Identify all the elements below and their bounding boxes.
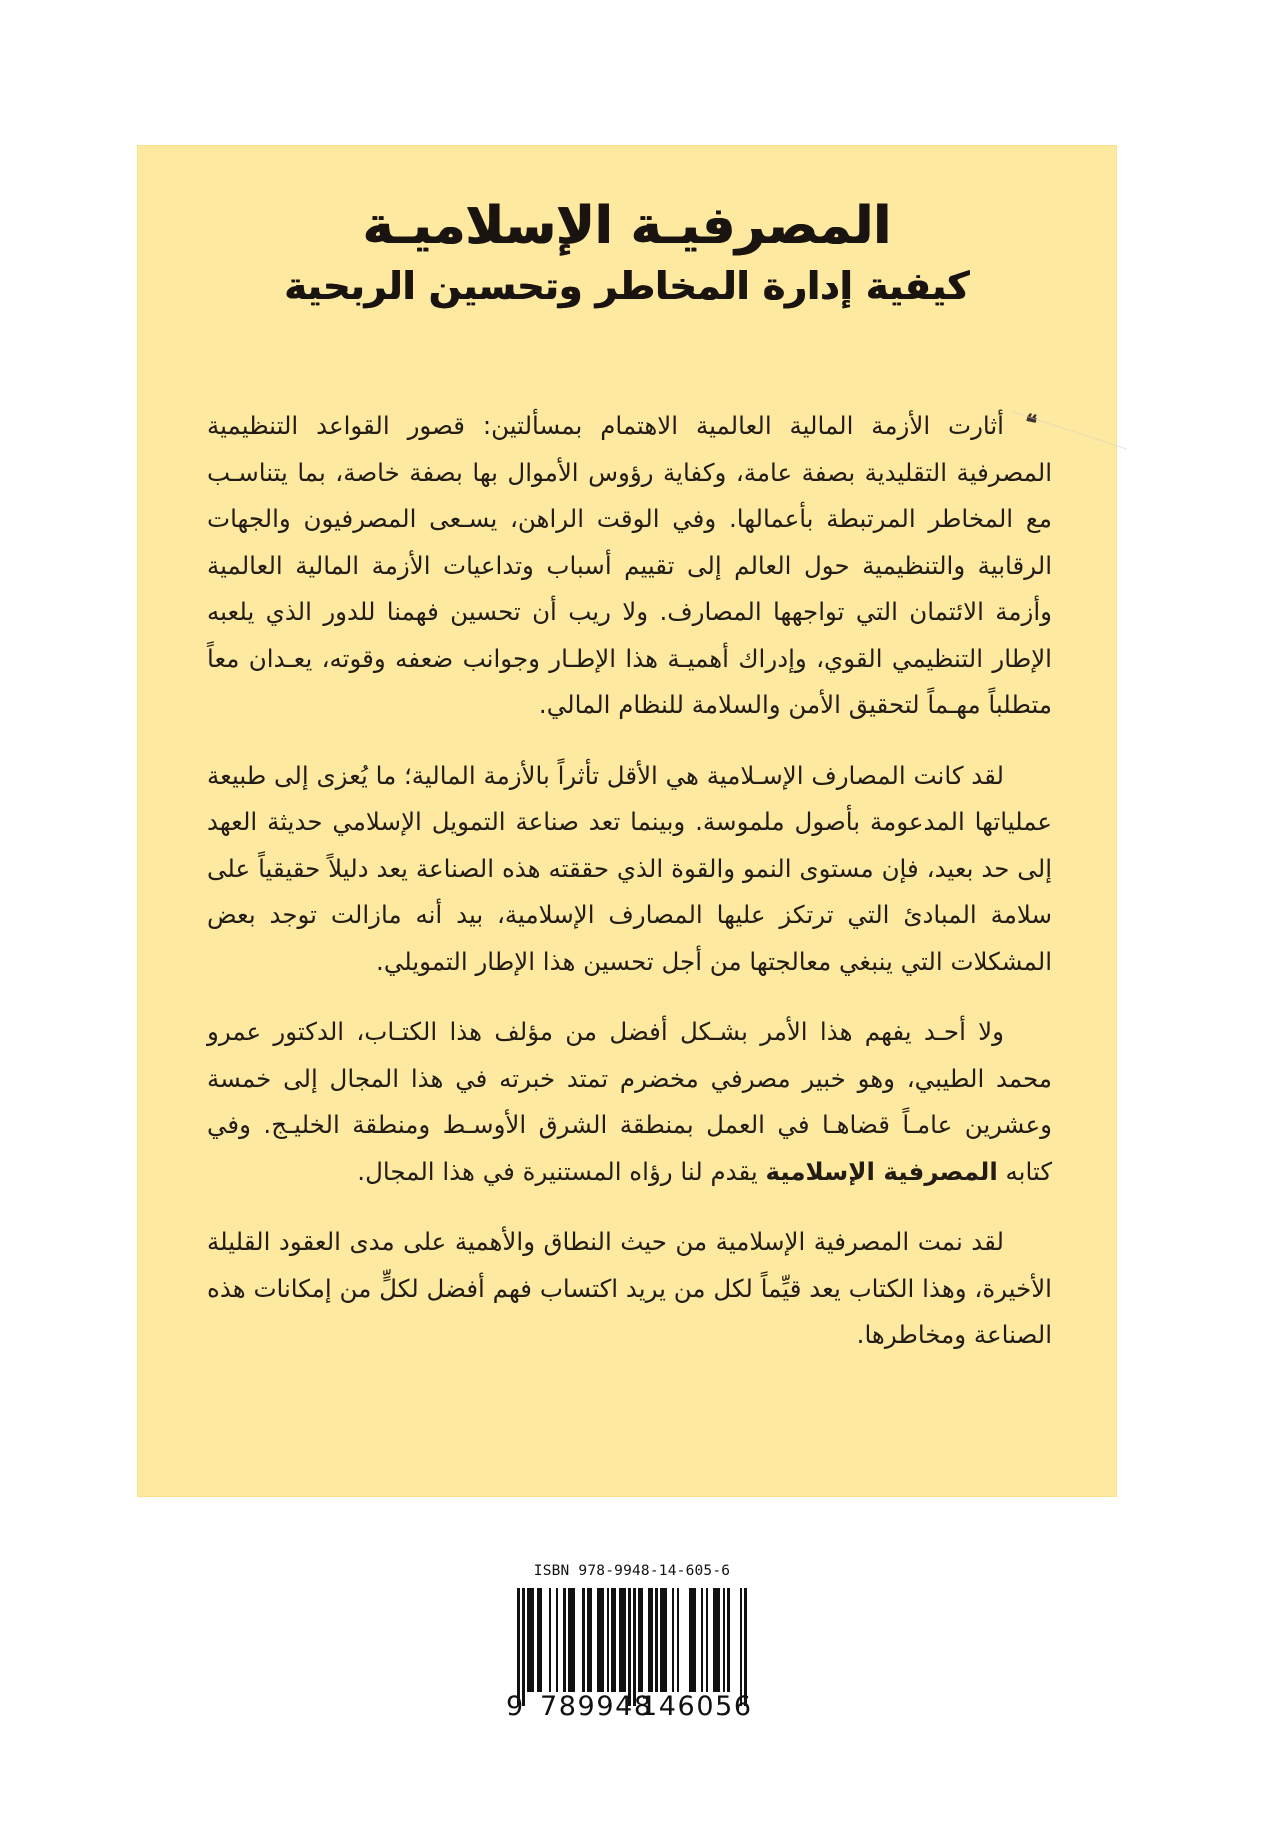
barcode-bar — [633, 1588, 636, 1706]
barcode-bar — [655, 1588, 658, 1692]
barcode-bar — [532, 1588, 535, 1692]
barcode-bar — [582, 1588, 585, 1692]
barcode-bar — [549, 1588, 552, 1692]
barcode-digits-right: 146056 — [640, 1691, 753, 1722]
book-subtitle: كيفية إدارة المخاطر وتحسين الربحية — [284, 264, 970, 308]
barcode-bar — [517, 1588, 520, 1706]
barcode-bar — [706, 1588, 709, 1692]
barcode-bar — [718, 1588, 721, 1692]
back-cover-panel — [137, 145, 1117, 1497]
blurb-paragraph-1-text: أثارت الأزمة المالية العالمية الاهتمام بمسألتين: قصور القواعد التنظيمية المصرفية التقليدية بصفة عامة، وكفاية رؤوس الأموال بها بصفة خاصة، بما يتناسـب مع المخاطر المرتبطة بأعمالها. وفي الوقت الراهن، يسـعى المصرفيون والجهات الرقابية والتنظيمية حول العالم إلى تقييم أسباب وتداعيات الأزمة المالية العالمية وأزمة الائتمان التي تواجهها المصارف. ولا ريب أن تحسين فهمنا للدور الذي يلعبه الإطار التنظيمي القوي، وإدراك أهميـة هذا الإطـار وجوانب ضعفه وقوته، يعـدان معاً متطلباً مهـماً لتحقيق الأمن والسلامة للنظام المالي. — [207, 411, 1052, 719]
blurb-paragraph-3 — [207, 1009, 1052, 1195]
barcode-digit-first: 9 — [506, 1691, 525, 1722]
barcode-bar — [727, 1588, 730, 1692]
barcode-bar — [701, 1588, 704, 1692]
barcode-bar — [614, 1588, 617, 1692]
barcode-bar — [740, 1588, 743, 1706]
barcode-bar — [672, 1588, 675, 1692]
isbn-label: ISBN 978-9948-14-605-6 — [533, 1563, 731, 1579]
blurb-paragraph-4: لقد نمت المصرفية الإسلامية من حيث النطاق والأهمية على مدى العقود القليلة الأخيرة، وهذا الكتاب يعد قيِّماً لكل من يريد اكتساب فهم أفضل لكلٍّ من إمكانات هذه الصناعة ومخاطرها. — [207, 1227, 1052, 1349]
blurb-paragraph-2: لقد كانت المصارف الإسـلامية هي الأقل تأثراً بالأزمة المالية؛ ما يُعزى إلى طبيعة عملياتها المدعومة بأصول ملموسة. وبينما تعد صناعة التمويل الإسلامي حديثة العهد إلى حد بعيد، فإن مستوى النمو والقوة الذي حققته هذه الصناعة يعد دليلاً حقيقياً على سلامة المبادئ التي ترتكز عليها المصارف الإسلامية، بيد أنه مازالت توجد بعض المشكلات التي ينبغي معالجتها من أجل تحسين هذا الإطار التمويلي. — [206, 760, 1052, 976]
barcode-bar — [602, 1588, 605, 1692]
blurb — [207, 403, 1052, 1383]
blurb-paragraph-3-end: يقدم لنا رؤاه المستنيرة في هذا المجال. — [357, 1156, 766, 1186]
blurb-paragraph-1 — [207, 403, 1052, 729]
barcode-bar — [522, 1588, 525, 1706]
barcode-bar — [556, 1588, 559, 1692]
barcode-bar — [650, 1588, 653, 1692]
barcode-bar — [590, 1588, 593, 1692]
barcode-bar — [694, 1588, 697, 1692]
isbn-barcode — [506, 1555, 754, 1725]
barcode-bar — [539, 1588, 542, 1692]
quote-mark-icon: ❝ — [1022, 409, 1040, 437]
barcode-bars — [510, 1588, 754, 1706]
barcode-bar — [573, 1588, 576, 1692]
barcode-bar — [723, 1588, 726, 1692]
title-block — [137, 193, 1117, 311]
book-title: المصرفيـة الإسلاميـة — [362, 196, 892, 256]
barcode-bar — [640, 1588, 643, 1692]
book-title-mention: المصرفية الإسلامية — [765, 1156, 998, 1186]
barcode-digits-left: 789948 — [540, 1691, 653, 1722]
barcode-bar — [628, 1588, 631, 1706]
barcode-bar — [563, 1588, 566, 1692]
blurb-paragraph-3-start: ولا أحـد يفهم هذا الأمر بشـكل أفضل من مؤلف هذا الكتـاب، الدكتور عمرو محمد الطيبي، وهو خبير مصرفي مخضرم تمتد خبرته في هذا المجال إلى خمسة وعشرين عامـاً قضاهـا في العمل بمنطقة الشرق الأوسـط ومنطقة الخليـج. وفي كتابه — [207, 1017, 1052, 1186]
barcode-bar — [665, 1588, 668, 1692]
barcode-bar — [624, 1588, 627, 1692]
barcode-bar — [677, 1588, 680, 1692]
barcode-bar — [744, 1588, 747, 1706]
barcode-bar — [607, 1588, 610, 1692]
